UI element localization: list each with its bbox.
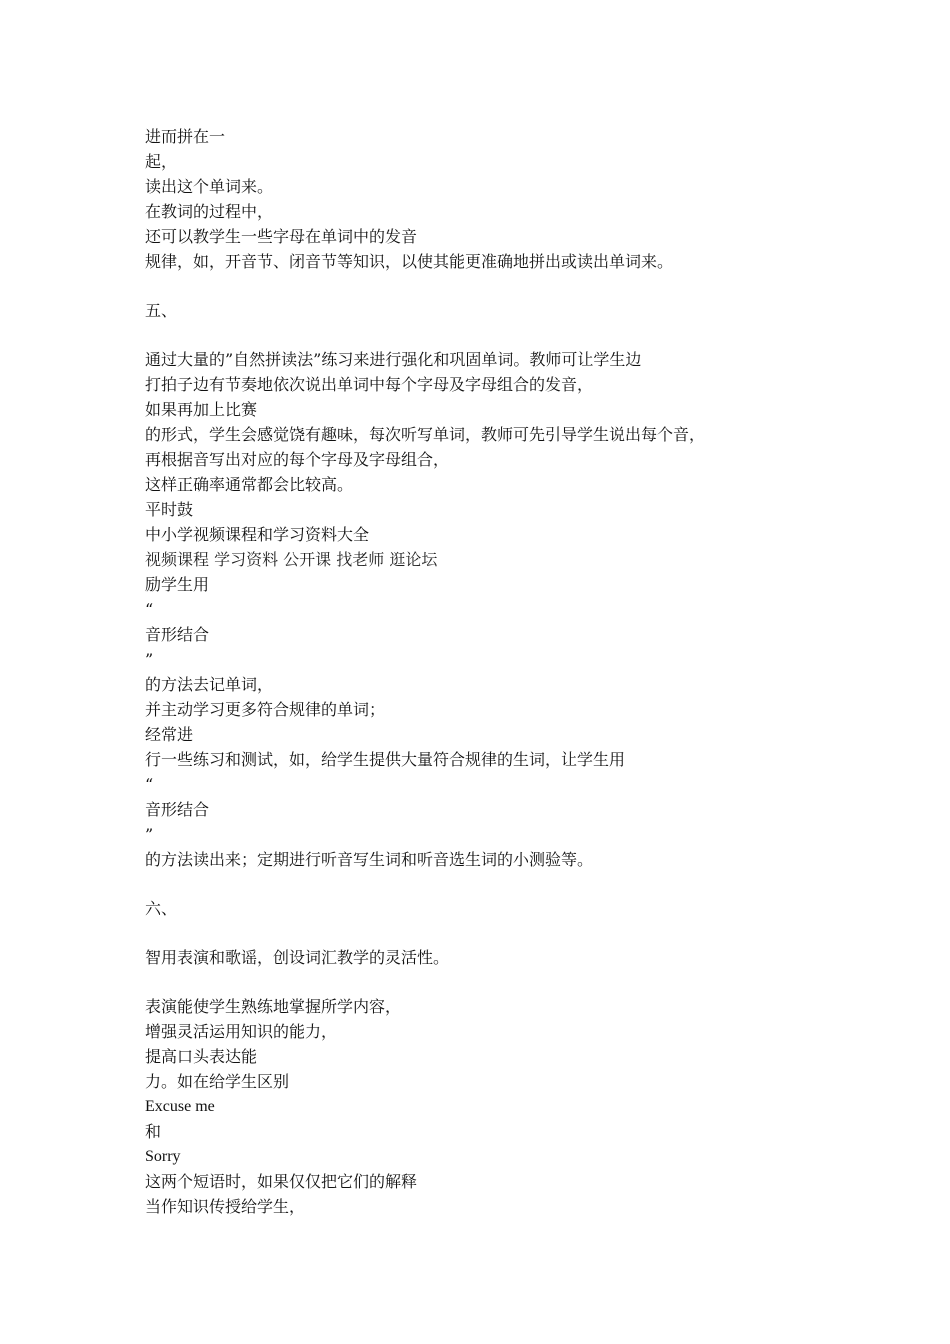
text-line: 增强灵活运用知识的能力，	[145, 1022, 338, 1041]
section-heading-5: 五、	[145, 301, 178, 320]
paragraph-block-1	[145, 124, 865, 274]
text-line: “	[145, 600, 154, 619]
text-line: 音形结合	[145, 625, 210, 644]
text-line: 音形结合	[145, 800, 210, 819]
text-line: 平时鼓	[145, 500, 194, 519]
text-line: “	[145, 775, 154, 794]
text-line: 这样正确率通常都会比较高。	[145, 475, 354, 494]
spacer	[145, 274, 865, 298]
text-line: 行一些练习和测试，如，给学生提供大量符合规律的生词，让学生用	[145, 750, 626, 769]
text-line: 的形式，学生会感觉饶有趣味，每次听写单词，教师可先引导学生说出每个音，	[145, 425, 706, 444]
text-line: 读出这个单词来。	[145, 177, 274, 196]
paragraph-block-3	[145, 572, 865, 872]
text-line: 并主动学习更多符合规律的单词；	[145, 700, 386, 719]
text-line: ”	[145, 650, 154, 669]
section-heading-6: 六、	[145, 899, 178, 918]
spacer	[145, 323, 865, 347]
spacer	[145, 921, 865, 945]
text-line: Sorry	[145, 1148, 181, 1165]
paragraph-block-4	[145, 994, 865, 1219]
text-line: Excuse me	[145, 1098, 215, 1115]
ad-links[interactable]: 视频课程 学习资料 公开课 找老师 逛论坛	[145, 550, 438, 569]
text-line: 的方法读出来；定期进行听音写生词和听音选生词的小测验等。	[145, 850, 594, 869]
text-line: 力。如在给学生区别	[145, 1072, 290, 1091]
text-line: 通过大量的”自然拼读法”练习来进行强化和巩固单词。教师可让学生边	[145, 350, 642, 369]
section-intro-6: 智用表演和歌谣，创设词汇教学的灵活性。	[145, 948, 450, 967]
text-line: 打拍子边有节奏地依次说出单词中每个字母及字母组合的发音，	[145, 375, 594, 394]
text-line: 和	[145, 1122, 162, 1141]
text-line: 励学生用	[145, 575, 210, 594]
text-line: 如果再加上比赛	[145, 400, 258, 419]
text-line: 规律，如，开音节、闭音节等知识，以使其能更准确地拼出或读出单词来。	[145, 252, 674, 271]
text-line: 进而拼在一	[145, 127, 226, 146]
ad-title: 中小学视频课程和学习资料大全	[145, 525, 370, 544]
text-line: 这两个短语时，如果仅仅把它们的解释	[145, 1172, 418, 1191]
text-line: 经常进	[145, 725, 194, 744]
text-line: 表演能使学生熟练地掌握所学内容，	[145, 997, 402, 1016]
text-line: 起，	[145, 152, 178, 171]
spacer	[145, 970, 865, 994]
document-body	[145, 124, 865, 1219]
text-line: 提高口头表达能	[145, 1047, 258, 1066]
text-line: ”	[145, 825, 154, 844]
text-line: 还可以教学生一些字母在单词中的发音	[145, 227, 418, 246]
text-line: 的方法去记单词，	[145, 675, 274, 694]
paragraph-block-2	[145, 347, 865, 522]
text-line: 当作知识传授给学生，	[145, 1197, 306, 1216]
text-line: 再根据音写出对应的每个字母及字母组合，	[145, 450, 450, 469]
spacer	[145, 872, 865, 896]
text-line: 在教词的过程中，	[145, 202, 274, 221]
ad-block	[145, 522, 865, 572]
